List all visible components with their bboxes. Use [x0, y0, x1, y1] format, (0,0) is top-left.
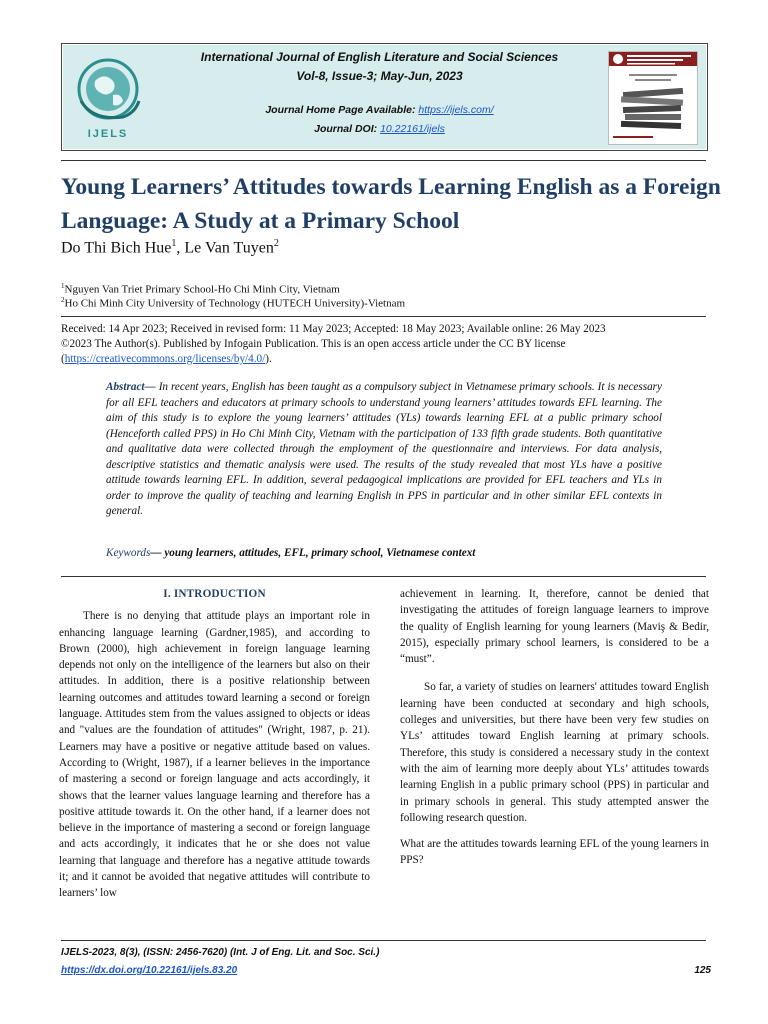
copyright-line: ©2023 The Author(s). Published by Infogain Publication. This is an open access article under the CC BY license	[61, 338, 566, 350]
doi-label: Journal DOI:	[314, 123, 381, 135]
paragraph: So far, a variety of studies on learners' attitudes toward English learning have been conducted at secondary and high schools, colleges and universities, but there have been very few studies on YLs’ attitudes toward English learning at primary schools. Therefore, this study is considered a necessary study in the context with the aim of learning more deeply about YLs’ attitudes towards learning English in a public primary school (PPS) in particular and in primary schools in general. This study attempted answer the following research question.	[400, 681, 709, 824]
journal-name-block	[153, 48, 606, 86]
article-title: Young Learners’ Attitudes towards Learning English as a Foreign Language: A Study at a Primary School	[61, 174, 721, 234]
journal-links	[153, 101, 606, 139]
journal-doi-link[interactable]: 10.22161/ijels	[380, 123, 445, 135]
logo-text: IJELS	[87, 128, 129, 140]
homepage-label: Journal Home Page Available:	[265, 104, 419, 116]
body-right-column	[400, 586, 709, 869]
author-affiliation-marker: 2	[273, 238, 279, 249]
keywords-dash: —	[150, 547, 165, 559]
abstract-text: In recent years, English has been taught as a compulsory subject in Vietnamese primary schools. It is necessary for all EFL teachers and educators at primary schools to understand young learners’ attitudes towards EFL learning. The aim of this study is to explore the young learners’ attitudes (YLs) towards learning EFL at a public primary school (Henceforth called PPS) in Ho Chi Minh City, Vietnam with the participation of 133 fifth grade students. Both quantitative and qualitative data were collected through the employment of the questionnaire and interviews. For data analysis, descriptive statistics and thematic analysis were used. The results of the study revealed that most YLs have a positive attitude towards learning EFL. In addition, several pedagogical implications are provided for EFL teachers and YLs in order to improve the quality of teaching and learning English in PPS in particular and in other similar EFL contexts in general.	[106, 381, 662, 517]
body-left-column	[59, 586, 370, 902]
abstract	[106, 380, 662, 520]
homepage-line	[153, 101, 606, 120]
keywords-list: young learners, attitudes, EFL, primary school, Vietnamese context	[164, 547, 476, 559]
license-line	[61, 352, 721, 367]
ijels-logo	[73, 51, 143, 143]
author-separator: ,	[176, 239, 185, 257]
footer-citation: IJELS-2023, 8(3), (ISSN: 2456-7620) (Int. J of Eng. Lit. and Soc. Sci.)	[61, 947, 380, 958]
affiliation-marker: 2	[61, 296, 65, 304]
affiliation-2	[61, 294, 405, 311]
affiliation-marker: 1	[61, 282, 65, 290]
journal-header-background	[63, 45, 706, 149]
affiliation-text: Nguyen Van Triet Primary School-Ho Chi Minh City, Vietnam	[64, 283, 340, 296]
page-number: 125	[694, 965, 711, 976]
section-heading: I. INTRODUCTION	[163, 588, 266, 600]
author-affiliation-marker: 1	[171, 238, 177, 249]
author-name: Le Van Tuyen	[184, 239, 274, 257]
author-line	[61, 238, 279, 257]
journal-volume: Vol-8, Issue-3; May-Jun, 2023	[296, 69, 463, 83]
abstract-divider	[61, 576, 706, 577]
author-name: Do Thi Bich Hue	[61, 239, 172, 257]
article-doi-link[interactable]: https://dx.doi.org/10.22161/ijels.83.20	[61, 965, 238, 976]
doi-line	[153, 120, 606, 139]
affiliation-text: Ho Chi Minh City University of Technology (HUTECH University)-Vietnam	[64, 297, 406, 310]
abstract-label: Abstract	[106, 381, 145, 393]
abstract-dash: —	[144, 381, 159, 393]
header-divider	[61, 160, 706, 161]
license-link[interactable]: https://creativecommons.org/licenses/by/4.0/	[64, 353, 266, 365]
paragraph: There is no denying that attitude plays an important role in enhancing language learning (Gardner,1985), and according to Brown (2000), high achievement in foreign language learning depends not only on the intelligence of the learners but also on their attitudes. In addition, there is a positive relationship between learning outcomes and attitudes toward learning a second or foreign language. Attitudes stem from the values assigned to objects or ideas and "values are the foundation of attitudes" (Wright, 1987, p. 21). Learners may have a positive or negative attitude based on values. According to (Wright, 1987), if a learner believes in the importance of mastering a second or foreign language and acts accordingly, it shows that the learner values language learning and therefore has a positive attitude towards it. On the other hand, if a learner does not believe in the importance of mastering a second or foreign language and acts accordingly, it indicates that he or she does not value learning that language and therefore has a negative attitude towards it; and it cannot be avoided that negative attitudes will contribute to learners’ low	[59, 610, 370, 900]
footer-doi-row	[61, 965, 711, 976]
paragraph: achievement in learning. It, therefore, cannot be denied that investigating the attitudes of foreign language learners to improve the quality of English learning for young learners (Maviş & Bedir, 2015), especially primary school learners, is considered to be a “must”.	[400, 588, 709, 666]
journal-header	[61, 43, 708, 151]
license-paren-open: (	[61, 353, 65, 365]
homepage-link[interactable]: https://ijels.com/	[418, 104, 494, 116]
footer-divider	[61, 940, 706, 941]
journal-name: International Journal of English Literature and Social Sciences	[200, 50, 559, 64]
keywords-label: Keywords	[106, 547, 151, 559]
journal-cover-image	[608, 51, 698, 145]
research-question: What are the attitudes towards learning EFL of the young learners in PPS?	[400, 838, 709, 867]
license-paren-close: ).	[265, 353, 272, 365]
keywords	[106, 547, 662, 559]
publication-history	[61, 322, 721, 367]
affiliation-divider	[61, 316, 706, 317]
received-dates: Received: 14 Apr 2023; Received in revised form: 11 May 2023; Accepted: 18 May 2023; Available online: 26 May 2023	[61, 323, 606, 335]
